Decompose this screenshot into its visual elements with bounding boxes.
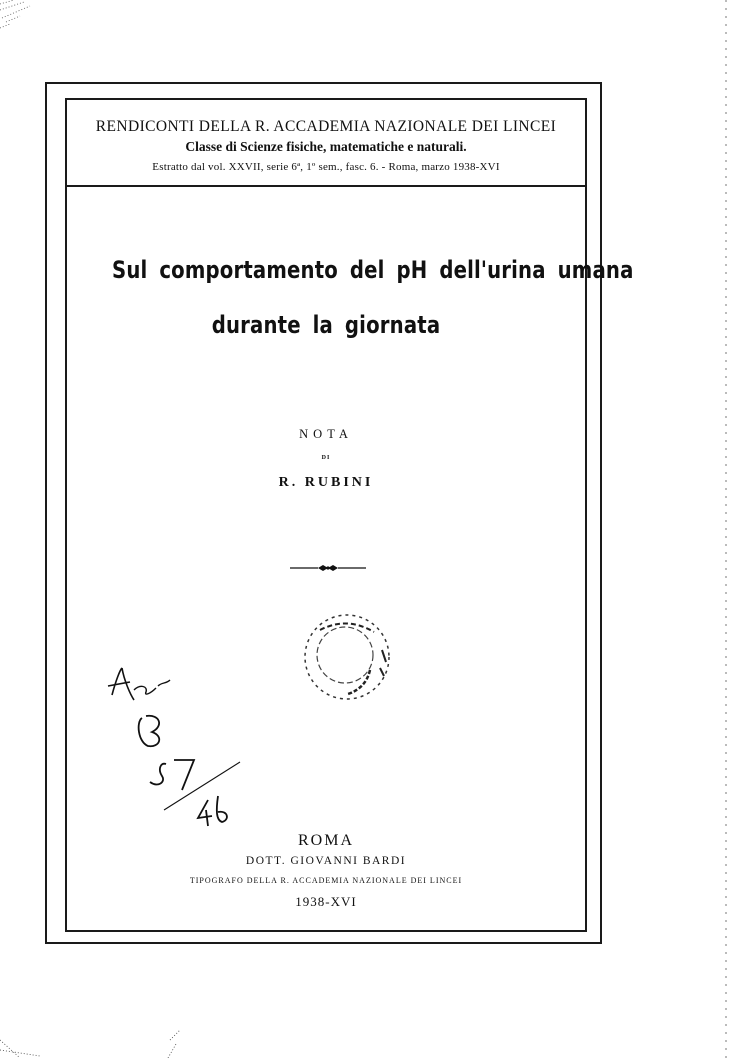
imprint-city: ROMA [297,832,354,849]
nota-label: NOTA [299,427,353,441]
scan-corner-noise-icon [0,0,60,50]
imprint-year: 1938-XVI [295,894,357,909]
fleuron-ornament-icon [290,563,366,573]
imprint-printer: TIPOGRAFO DELLA R. ACCADEMIA NAZIONALE DEI LINCEI [189,876,463,885]
imprint-publisher: DOTT. GIOVANNI BARDI [245,855,407,867]
journal-title: RENDICONTI DELLA R. ACCADEMIA NAZIONALE DEI LINCEI [95,118,557,135]
library-stamp-icon [300,610,395,705]
journal-extract-line: Estratto dal vol. XXVII, serie 6ª, 1º sem., fasc. 6. - Roma, marzo 1938-XVI [152,161,500,173]
scan-bottom-noise-icon [0,1010,200,1058]
header-divider [65,185,587,187]
di-label: DI [321,455,331,461]
scan-edge-mark-icon [700,0,731,1058]
handwritten-shelfmark-icon [100,660,260,840]
author-name: R. RUBINI [278,475,374,490]
article-title-line-2: durante la giornata [211,311,441,339]
journal-class-line: Classe di Scienze fisiche, matematiche e naturali. [185,139,467,154]
article-title-line-1: Sul comportamento del pH dell'urina umana [111,256,634,284]
